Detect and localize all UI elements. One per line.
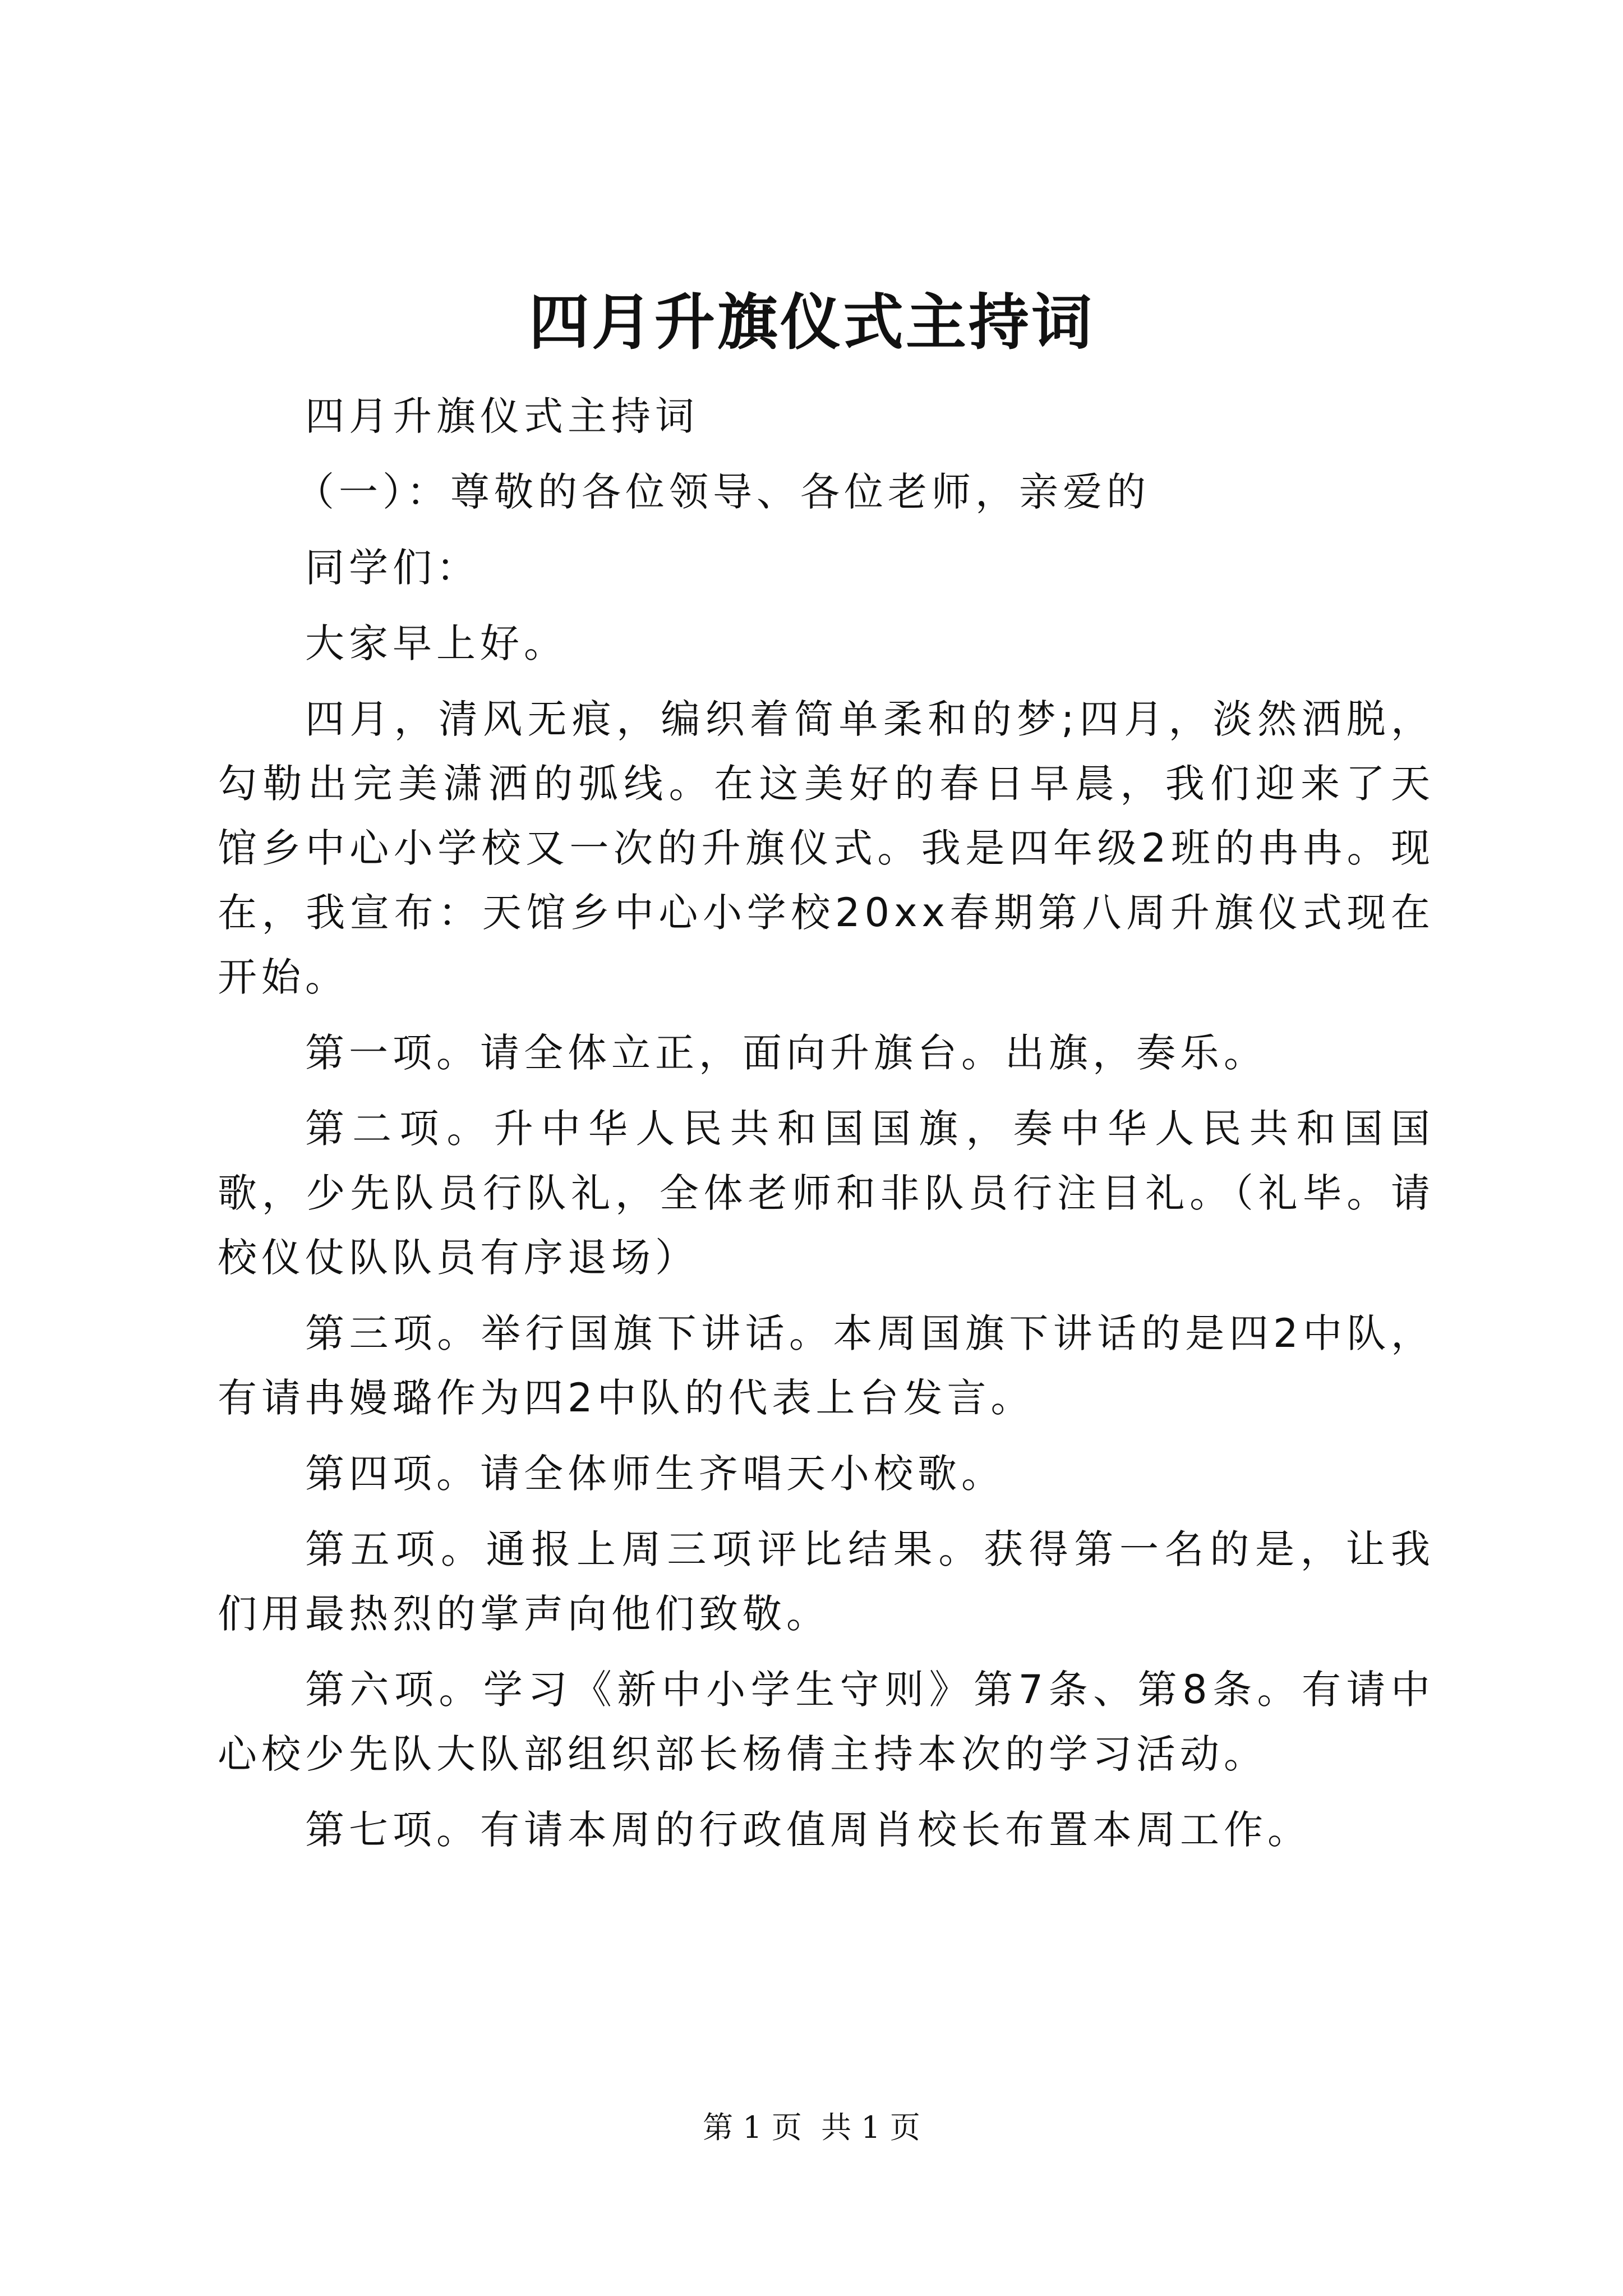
page-footer — [0, 2108, 1623, 2147]
paragraph: 第五项。通报上周三项评比结果。获得第一名的是，让我们用最热烈的掌声向他们致敬。 — [218, 1526, 1435, 1637]
document-body — [218, 384, 1435, 1874]
document-title: 四月升旗仪式主持词 — [528, 287, 1094, 358]
paragraph: 第三项。举行国旗下讲话。本周国旗下讲话的是四2中队，有请冉嫚璐作为四2中队的代表上台发言。 — [218, 1310, 1435, 1421]
paragraph: 第七项。有请本周的行政值周肖校长布置本周工作。 — [305, 1807, 1311, 1853]
paragraph: （一）：尊敬的各位领导、各位老师，亲爱的 — [295, 469, 1150, 515]
page-number-label: 第 1 页 共 1 页 — [703, 2110, 920, 2145]
paragraph: 四月升旗仪式主持词 — [305, 393, 699, 439]
paragraph: 同学们： — [305, 545, 480, 591]
paragraph: 第六项。学习《新中小学生守则》第7条、第8条。有请中心校少先队大队部组织部长杨倩主持本次的学习活动。 — [218, 1667, 1435, 1777]
paragraph: 大家早上好。 — [305, 620, 568, 666]
paragraph: 第二项。升中华人民共和国国旗，奏中华人民共和国国歌，少先队员行队礼，全体老师和非队员行注目礼。（礼毕。请校仪仗队队员有序退场） — [218, 1106, 1435, 1281]
paragraph: 第四项。请全体师生齐唱天小校歌。 — [305, 1451, 1005, 1497]
paragraph: 第一项。请全体立正，面向升旗台。出旗，奏乐。 — [305, 1030, 1267, 1076]
paragraph: 四月，清风无痕，编织着简单柔和的梦;四月，淡然洒脱，勾勒出完美潇洒的弧线。在这美好的春日早晨，我们迎来了天馆乡中心小学校又一次的升旗仪式。我是四年级2班的冉冉。现在，我宣布：天馆乡中心小学校20xx春期第八周升旗仪式现在开始。 — [218, 696, 1435, 1000]
